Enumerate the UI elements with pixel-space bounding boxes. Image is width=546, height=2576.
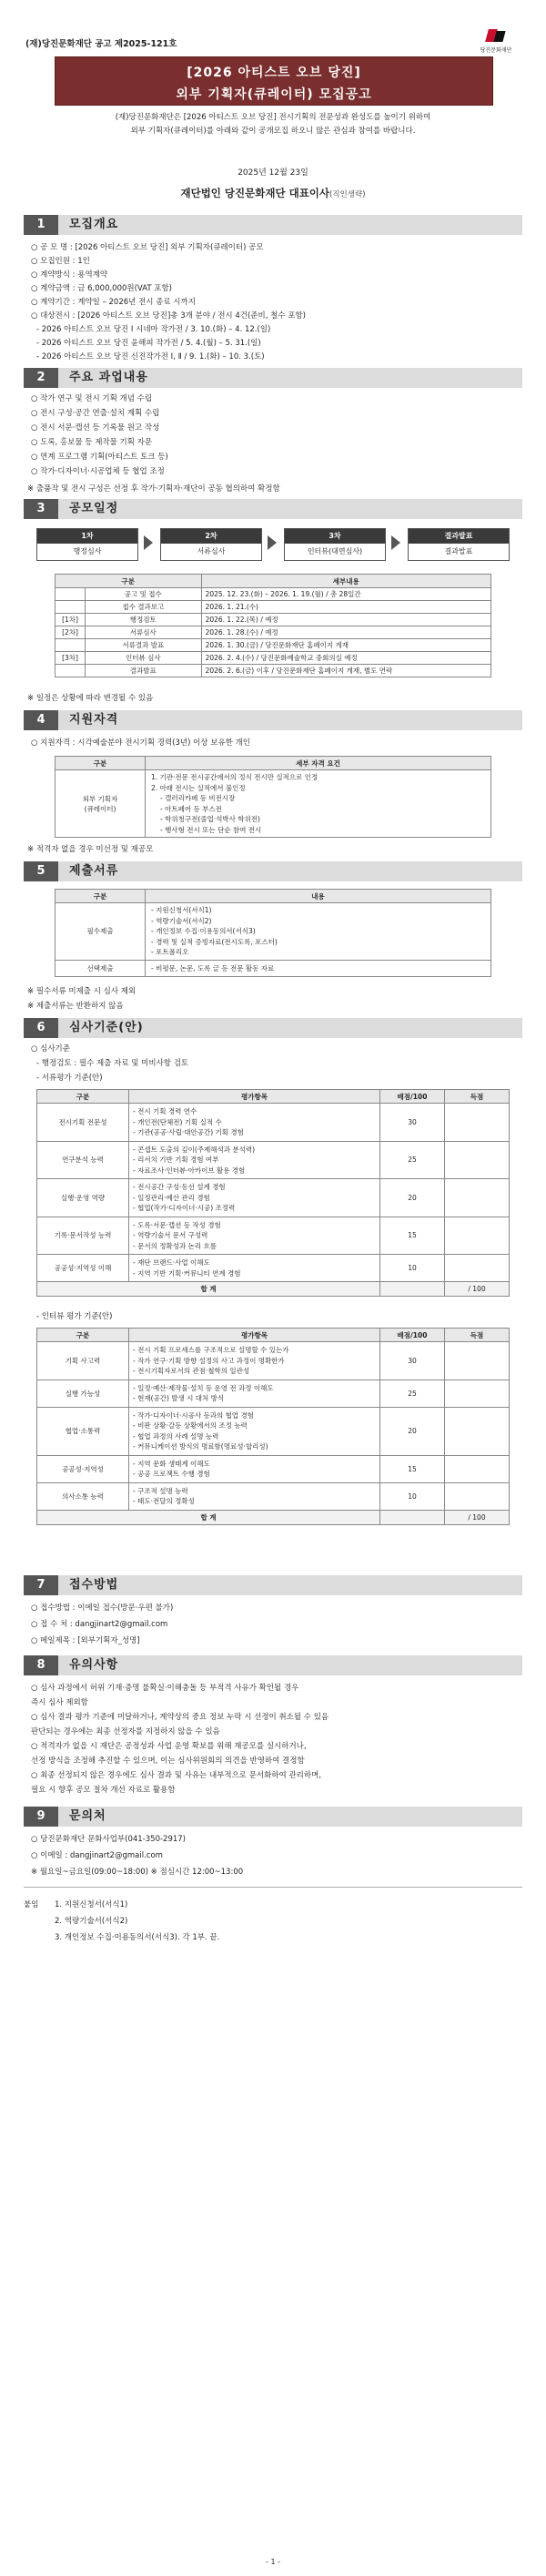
table-row — [56, 665, 491, 677]
step-cell — [56, 639, 86, 652]
criteria-item: - 리서치 기반 기획 경험 여부 — [133, 1156, 219, 1164]
stage-cell: 서류결과 발표 — [86, 639, 202, 652]
criteria-item: - 비판 상황·갈등 상황에서의 조정 능력 — [133, 1421, 248, 1430]
total-row — [37, 1510, 510, 1524]
flow-step — [36, 528, 138, 561]
step-cell — [56, 665, 86, 677]
table-row — [37, 1217, 510, 1255]
foundation-logo — [473, 27, 519, 54]
documents-note: ※ 필수서류 미제출 시 심사 제외 — [27, 987, 136, 996]
criteria-lead: - 인터뷰 평가 기준(안) — [36, 1312, 113, 1321]
intro-line-1: (재)당진문화재단은 [2026 아티스트 오브 당진] 전시기획의 전문성과 완성도를 높이기 위하여 — [115, 113, 431, 122]
criteria-item: - 개인전(단체전) 기획 실적 수 — [133, 1117, 222, 1126]
score-cell: 15 — [380, 1217, 445, 1255]
table-row — [37, 1255, 510, 1282]
section-number: 6 — [24, 1018, 58, 1038]
requirement-item: - 갤러리카페 등 비전시장 — [160, 794, 236, 802]
criteria-items — [129, 1380, 380, 1407]
criteria-item: - 협업(작가·디자이너·시공) 조정력 — [133, 1204, 236, 1212]
overview-item: ○ 모집인원 : 1인 — [31, 257, 90, 266]
total-label: 합 계 — [37, 1510, 380, 1524]
table-row — [56, 903, 491, 961]
criteria-item: - 공공 프로젝트 수행 경험 — [133, 1470, 210, 1478]
table-header: 평가항목 — [129, 1329, 380, 1342]
section-header-notes — [24, 1655, 522, 1675]
table-row — [37, 1407, 510, 1455]
criteria-name: 기록·문서작성 능력 — [37, 1217, 129, 1255]
overview-exhibition: - 2026 아티스트 오브 당진 윤해피 작가전 / 5. 4.(월) – 5. 31.(일) — [36, 339, 261, 348]
section-header-application — [24, 1575, 522, 1595]
earned-cell — [445, 1104, 510, 1142]
doc-type-cell: 선택제출 — [56, 960, 146, 976]
score-cell: 10 — [380, 1255, 445, 1282]
criteria-item: - 재단 브랜드·사업 이해도 — [133, 1258, 210, 1267]
score-cell: 20 — [380, 1179, 445, 1217]
total-row — [37, 1282, 510, 1297]
detail-cell: 2026. 2. 6.(금) 이후 / 당진문화재단 홈페이지 게재, 별도 연락 — [201, 665, 490, 677]
section-header-documents — [24, 861, 522, 881]
criteria-item: - 역량기술서 문서 구성력 — [133, 1231, 208, 1239]
requirements-cell — [146, 770, 491, 838]
criteria-item: - 도록·서문·캡션 등 작성 경험 — [133, 1220, 221, 1229]
criteria-item: - 구조적 설명 능력 — [133, 1486, 188, 1495]
table-header: 득점 — [445, 1090, 510, 1104]
eligibility-note: ※ 적격자 없을 경우 미선정 및 재공모 — [27, 845, 154, 854]
criteria-item: - 전시기획자로서의 관점·철학의 일관성 — [133, 1367, 250, 1375]
criteria-items — [129, 1455, 380, 1482]
document-evaluation-table — [36, 1089, 510, 1297]
criteria-name: 실행 가능성 — [37, 1380, 129, 1407]
section-header-criteria — [24, 1018, 522, 1038]
divider — [24, 1887, 522, 1888]
criteria-lead: - 서류평가 기준(안) — [36, 1074, 103, 1083]
section-title: 유의사항 — [69, 1658, 119, 1672]
section-title: 접수방법 — [69, 1578, 119, 1592]
documents-note: ※ 제출서류는 반환하지 않음 — [27, 1002, 124, 1011]
doc-list-cell — [146, 903, 491, 961]
table-row — [56, 626, 491, 639]
issuer — [0, 186, 546, 200]
application-item: ○ 접 수 처 : dangjinart2@gmail.com — [31, 1620, 168, 1629]
table-row — [37, 1342, 510, 1380]
step-cell — [56, 601, 86, 614]
section-title: 심사기준(안) — [69, 1021, 144, 1034]
stage-cell: 서류심사 — [86, 626, 202, 639]
table-header: 구분 — [37, 1090, 129, 1104]
overview-exhibition: - 2026 아티스트 오브 당진 신진작가전 Ⅰ, Ⅱ / 9. 1.(화) – 10. 3.(토) — [36, 352, 265, 361]
doc-type-cell: 필수제출 — [56, 903, 146, 961]
table-row — [56, 770, 491, 838]
total-score — [380, 1282, 445, 1297]
requirement-item: - 학위청구전(졸업·석박사 학위전) — [160, 815, 260, 823]
criteria-item: - 태도·전달의 정확성 — [133, 1497, 195, 1505]
earned-cell — [445, 1179, 510, 1217]
caution-item: 필요 시 향후 공모 절차 개선 자료로 활용함 — [31, 1786, 176, 1795]
intro-line-2: 외부 기획자(큐레이터)를 아래와 같이 공개모집 하오니 많은 관심과 참여를 바랍니다. — [130, 127, 416, 136]
flow-step-head: 3차 — [285, 529, 385, 544]
flow-step-body: 행정심사 — [73, 547, 102, 555]
application-item: ○ 접수방법 : 이메일 접수(방문·우편 불가) — [31, 1604, 174, 1613]
earned-cell — [445, 1217, 510, 1255]
total-value: / 100 — [445, 1282, 510, 1297]
task-item: ○ 작가·디자이너·시공업체 등 협업 조정 — [31, 467, 165, 476]
requirement-item: - 아트페어 등 부스전 — [160, 804, 222, 813]
contact-email[interactable]: ○ 이메일 : dangjinart2@gmail.com — [31, 1851, 163, 1860]
criteria-item: - 작가 연구·기획 방향 설정의 사고 과정이 명확한가 — [133, 1356, 285, 1365]
section-number: 3 — [24, 499, 58, 519]
criteria-lead: - 행정검토 : 필수 제출 자료 및 미비사항 검토 — [36, 1059, 189, 1068]
table-header: 세부 자격 요건 — [146, 757, 491, 770]
overview-item: ○ 계약방식 : 용역계약 — [31, 270, 108, 280]
arrow-right-icon — [268, 535, 277, 550]
caution-item: ○ 최종 선정되지 않은 경우에도 심사 결과 및 사유는 내부적으로 문서화하여 관리하며, — [31, 1771, 322, 1780]
criteria-item: - 현재(공간) 발생 시 대처 방식 — [133, 1394, 225, 1402]
issuer-name: 재단법인 당진문화재단 대표이사 — [180, 187, 330, 199]
logo-text: 당진문화재단 — [480, 47, 512, 54]
criteria-name: 협업·소통력 — [37, 1407, 129, 1455]
section-header-contact — [24, 1807, 522, 1827]
section-number: 2 — [24, 368, 58, 388]
criteria-lead: ○ 심사기준 — [31, 1044, 70, 1054]
table-row — [56, 639, 491, 652]
section-number: 8 — [24, 1655, 58, 1675]
step-cell: [2차] — [56, 626, 86, 639]
section-number: 4 — [24, 710, 58, 730]
section-title: 모집개요 — [69, 218, 119, 231]
table-header: 구분 — [56, 575, 202, 588]
page-number: - 1 - — [266, 2558, 280, 2566]
detail-cell: 2026. 1. 21.(수) — [201, 601, 490, 614]
total-score — [380, 1510, 445, 1524]
criteria-item: - 전시공간 구성·동선 설계 경험 — [133, 1183, 226, 1191]
interview-evaluation-table — [36, 1328, 510, 1525]
overview-exhibition: - 2026 아티스트 오브 당진 Ⅰ 시네마 작가전 / 3. 10.(화) – 4. 12.(일) — [36, 325, 271, 334]
flow-step-head: 2차 — [161, 529, 261, 544]
criteria-item: - 문서의 정확성과 논리 흐름 — [133, 1241, 217, 1250]
detail-cell: 2025. 12. 23.(화) – 2026. 1. 19.(월) / 총 28일간 — [201, 588, 490, 601]
score-cell: 10 — [380, 1482, 445, 1510]
stage-cell: 결과발표 — [86, 665, 202, 677]
task-item: ○ 전시 구성·공간 연출·설치 계획 수립 — [31, 409, 160, 418]
flow-step-body: 결과발표 — [444, 547, 473, 555]
overview-item: ○ 계약기간 : 계약일 – 2026년 전시 종료 시까지 — [31, 298, 196, 307]
criteria-name: 실행·운영 역량 — [37, 1179, 129, 1217]
flow-step — [160, 528, 262, 561]
flow-step-head: 결과발표 — [409, 529, 509, 544]
role-name-sub: (큐레이터) — [84, 804, 116, 813]
detail-cell: 2026. 2. 4.(수) / 당진문화예술학교 중회의실 예정 — [201, 652, 490, 665]
document-item: - 경력 및 실적 증빙자료(전시도록, 포스터) — [151, 937, 278, 946]
task-item: ○ 전시 서문·캡션 등 기록물 원고 작성 — [31, 423, 160, 433]
criteria-item: - 전시 기획 프로세스를 구조적으로 설명할 수 있는가 — [133, 1346, 289, 1354]
section-header-schedule — [24, 499, 522, 519]
section-number: 9 — [24, 1807, 58, 1827]
notice-number: (재)당진문화재단 공고 제2025-121호 — [25, 39, 177, 49]
earned-cell — [445, 1407, 510, 1455]
arrow-right-icon — [144, 535, 153, 550]
table-row — [56, 652, 491, 665]
contact-item: ○ 당진문화재단 문화사업부(041-350-2917) — [31, 1835, 186, 1844]
criteria-item: - 작가·디자이너·시공사 등과의 협업 경험 — [133, 1410, 254, 1420]
score-cell: 30 — [380, 1342, 445, 1380]
flow-step — [408, 528, 510, 561]
table-row — [37, 1104, 510, 1142]
overview-item: ○ 공 모 명 : [2026 아티스트 오브 당진] 외부 기획자(큐레이터) 공모 — [31, 243, 264, 252]
task-item: ○ 작가 연구 및 전시 기획 개념 수립 — [31, 394, 153, 403]
section-number: 7 — [24, 1575, 58, 1595]
task-item: ○ 연계 프로그램 기획(아티스트 토크 등) — [31, 453, 168, 462]
table-header: 구분 — [56, 757, 146, 770]
criteria-item: - 자료조사·인터뷰·아카이브 활용 경험 — [133, 1166, 246, 1175]
criteria-items — [129, 1407, 380, 1455]
section-title: 공모일정 — [69, 502, 119, 515]
table-row — [37, 1179, 510, 1217]
criteria-name: 공공성·지역성 — [37, 1455, 129, 1482]
step-cell: [1차] — [56, 614, 86, 626]
table-header: 배점/100 — [380, 1090, 445, 1104]
caution-item: ○ 심사 결과 평가 기준에 미달하거나, 계약상의 중요 정보 누락 시 선정이 취소될 수 있음 — [31, 1713, 329, 1722]
document-item: - 포트폴리오 — [151, 948, 189, 956]
logo-mark-icon — [485, 27, 507, 44]
overview-item: ○ 계약금액 : 금 6,000,000원(VAT 포함) — [31, 284, 172, 293]
criteria-items — [129, 1217, 380, 1255]
schedule-table — [55, 574, 491, 677]
document-item: - 개인정보 수집·이용동의서(서식3) — [151, 927, 256, 935]
caution-item: 판단되는 경우에는 최종 선정자를 지정하지 않을 수 있음 — [31, 1727, 220, 1736]
overview-item: ○ 대상전시 : [2026 아티스트 오브 당진]총 3개 분야 / 전시 4건(준비, 철수 포함) — [31, 311, 306, 321]
stage-cell: 인터뷰 심사 — [86, 652, 202, 665]
table-row — [37, 1380, 510, 1407]
criteria-name: 전시기획 전문성 — [37, 1104, 129, 1142]
criteria-item: - 커뮤니케이션 방식의 명료함(명료성·합리성) — [133, 1442, 268, 1451]
section-title: 주요 과업내용 — [69, 371, 148, 384]
criteria-name: 의사소통 능력 — [37, 1482, 129, 1510]
eligibility-lead: ○ 지원자격 : 시각예술분야 전시기획 경력(3년) 이상 보유한 개인 — [31, 738, 251, 748]
earned-cell — [445, 1141, 510, 1179]
score-cell: 30 — [380, 1104, 445, 1142]
table-header: 배점/100 — [380, 1329, 445, 1342]
flow-step-body: 서류심사 — [197, 547, 226, 555]
notice-date: 2025년 12월 23일 — [238, 168, 308, 178]
caution-item: 선정 방식을 조정해 추진할 수 있으며, 이는 심사위원회의 의견을 반영하여 결정함 — [31, 1756, 305, 1766]
caution-item: 즉시 심사 제외함 — [31, 1698, 88, 1707]
table-row — [37, 1455, 510, 1482]
requirement-item: 1. 기관·전문 전시공간에서의 정식 전시만 실적으로 인정 — [151, 773, 318, 781]
table-row — [56, 601, 491, 614]
table-header: 득점 — [445, 1329, 510, 1342]
criteria-items — [129, 1342, 380, 1380]
intro-text — [36, 111, 510, 138]
criteria-items — [129, 1255, 380, 1282]
score-cell: 20 — [380, 1407, 445, 1455]
total-value: / 100 — [445, 1510, 510, 1524]
section-header-overview — [24, 215, 522, 235]
flow-step-body: 인터뷰(대면심사) — [307, 547, 363, 555]
criteria-item: - 기관(공공·사립·대안공간) 기획 경험 — [133, 1128, 244, 1136]
criteria-item: - 지역 기반 기획·커뮤니티 연계 경험 — [133, 1268, 241, 1278]
document-item: - 역량기술서(서식2) — [151, 916, 212, 925]
table-header: 구분 — [56, 890, 146, 903]
stage-cell: 행정검토 — [86, 614, 202, 626]
criteria-item: - 협업 과정의 사례 설명 능력 — [133, 1431, 219, 1441]
documents-table — [55, 889, 491, 977]
table-header: 평가항목 — [129, 1090, 380, 1104]
requirement-item: - 행사형 전시 또는 단순 참여 전시 — [160, 825, 262, 834]
criteria-item: - 일정·예산·제작물·설치 등 운영 전 과정 이해도 — [133, 1383, 274, 1392]
caution-item: ○ 심사 과정에서 허위 기재·증명 불확실·이해충돌 등 부적격 사유가 확인될 경우 — [31, 1684, 299, 1693]
section-title: 문의처 — [69, 1809, 106, 1823]
seal-note: (직인생략) — [329, 190, 366, 199]
application-item: ○ 메일제목 : [외부기획자_성명] — [31, 1636, 140, 1645]
process-flow — [36, 528, 510, 561]
criteria-item: - 지역 문화 생태계 이해도 — [133, 1459, 210, 1468]
role-name: 외부 기획자 — [82, 794, 118, 803]
criteria-items — [129, 1141, 380, 1179]
flow-step-head: 1차 — [37, 529, 137, 544]
section-header-tasks — [24, 368, 522, 388]
criteria-item: - 일정관리·예산 관리 경험 — [133, 1193, 210, 1202]
contact-hours: ※ 월요일~금요일(09:00~18:00) ※ 점심시간 12:00~13:00 — [31, 1868, 244, 1877]
table-row — [56, 588, 491, 601]
criteria-item: - 전시 기획 경력 연수 — [133, 1107, 197, 1115]
caution-item: ○ 적격자가 없을 시 재단은 공정성과 사업 운영 확보를 위해 재공모를 실시하거나, — [31, 1742, 307, 1751]
table-row — [37, 1141, 510, 1179]
attachment-label: 붙임 — [24, 1900, 39, 1909]
requirement-item: 2. 아래 전시는 실적에서 불인정 — [151, 783, 246, 792]
section-number: 5 — [24, 861, 58, 881]
criteria-item: - 콘셉트 도출의 깊이(주제해석과 분석력) — [133, 1145, 256, 1154]
earned-cell — [445, 1455, 510, 1482]
detail-cell: 2026. 1. 28.(수) / 예정 — [201, 626, 490, 639]
criteria-name: 연구분석 능력 — [37, 1141, 129, 1179]
score-cell: 25 — [380, 1141, 445, 1179]
table-header: 세부내용 — [201, 575, 490, 588]
earned-cell — [445, 1380, 510, 1407]
section-title: 제출서류 — [69, 864, 119, 878]
criteria-name: 공공성·지역성 이해 — [37, 1255, 129, 1282]
detail-cell: 2026. 1. 30.(금) / 당진문화재단 홈페이지 게재 — [201, 639, 490, 652]
document-item: - 지원신청서(서식1) — [151, 906, 212, 914]
task-item: ○ 도록, 홍보물 등 제작물 기획 자문 — [31, 438, 153, 447]
earned-cell — [445, 1255, 510, 1282]
table-header: 구분 — [37, 1329, 129, 1342]
eligibility-table — [55, 756, 491, 838]
step-cell — [56, 588, 86, 601]
criteria-name: 기획 사고력 — [37, 1342, 129, 1380]
section-header-eligibility — [24, 710, 522, 730]
table-row — [37, 1482, 510, 1510]
arrow-right-icon — [391, 535, 400, 550]
table-row — [56, 960, 491, 976]
score-cell: 25 — [380, 1380, 445, 1407]
task-note: ※ 출품작 및 전시 구성은 선정 후 작가·기획자·재단이 공동 협의하여 확정함 — [27, 484, 280, 494]
score-cell: 15 — [380, 1455, 445, 1482]
title-line-2: 외부 기획자(큐레이터) 모집공고 — [176, 87, 372, 102]
total-label: 합 계 — [37, 1282, 380, 1297]
table-row — [56, 614, 491, 626]
flow-step — [284, 528, 386, 561]
attachment-item: 1. 지원신청서(서식1) — [55, 1900, 128, 1909]
criteria-items — [129, 1179, 380, 1217]
doc-list-cell: - 비평문, 논문, 도록 글 등 전문 활동 자료 — [146, 960, 491, 976]
attachment-item: 2. 역량기술서(서식2) — [55, 1917, 128, 1926]
section-number: 1 — [24, 215, 58, 235]
section-title: 지원자격 — [69, 713, 119, 727]
attachment-item: 3. 개인정보 수집·이용동의서(서식3). 각 1부. 끝. — [55, 1933, 220, 1942]
criteria-items — [129, 1482, 380, 1510]
schedule-note: ※ 일정은 상황에 따라 변경될 수 있음 — [27, 694, 154, 703]
earned-cell — [445, 1342, 510, 1380]
criteria-items — [129, 1104, 380, 1142]
role-cell — [56, 770, 146, 838]
title-line-1: [2026 아티스트 오브 당진] — [187, 66, 361, 80]
stage-cell: 공고 및 접수 — [86, 588, 202, 601]
detail-cell: 2026. 1. 22.(목) / 예정 — [201, 614, 490, 626]
step-cell: [3차] — [56, 652, 86, 665]
stage-cell: 접수 결과보고 — [86, 601, 202, 614]
title-banner — [55, 56, 493, 106]
earned-cell — [445, 1482, 510, 1510]
table-header: 내용 — [146, 890, 491, 903]
